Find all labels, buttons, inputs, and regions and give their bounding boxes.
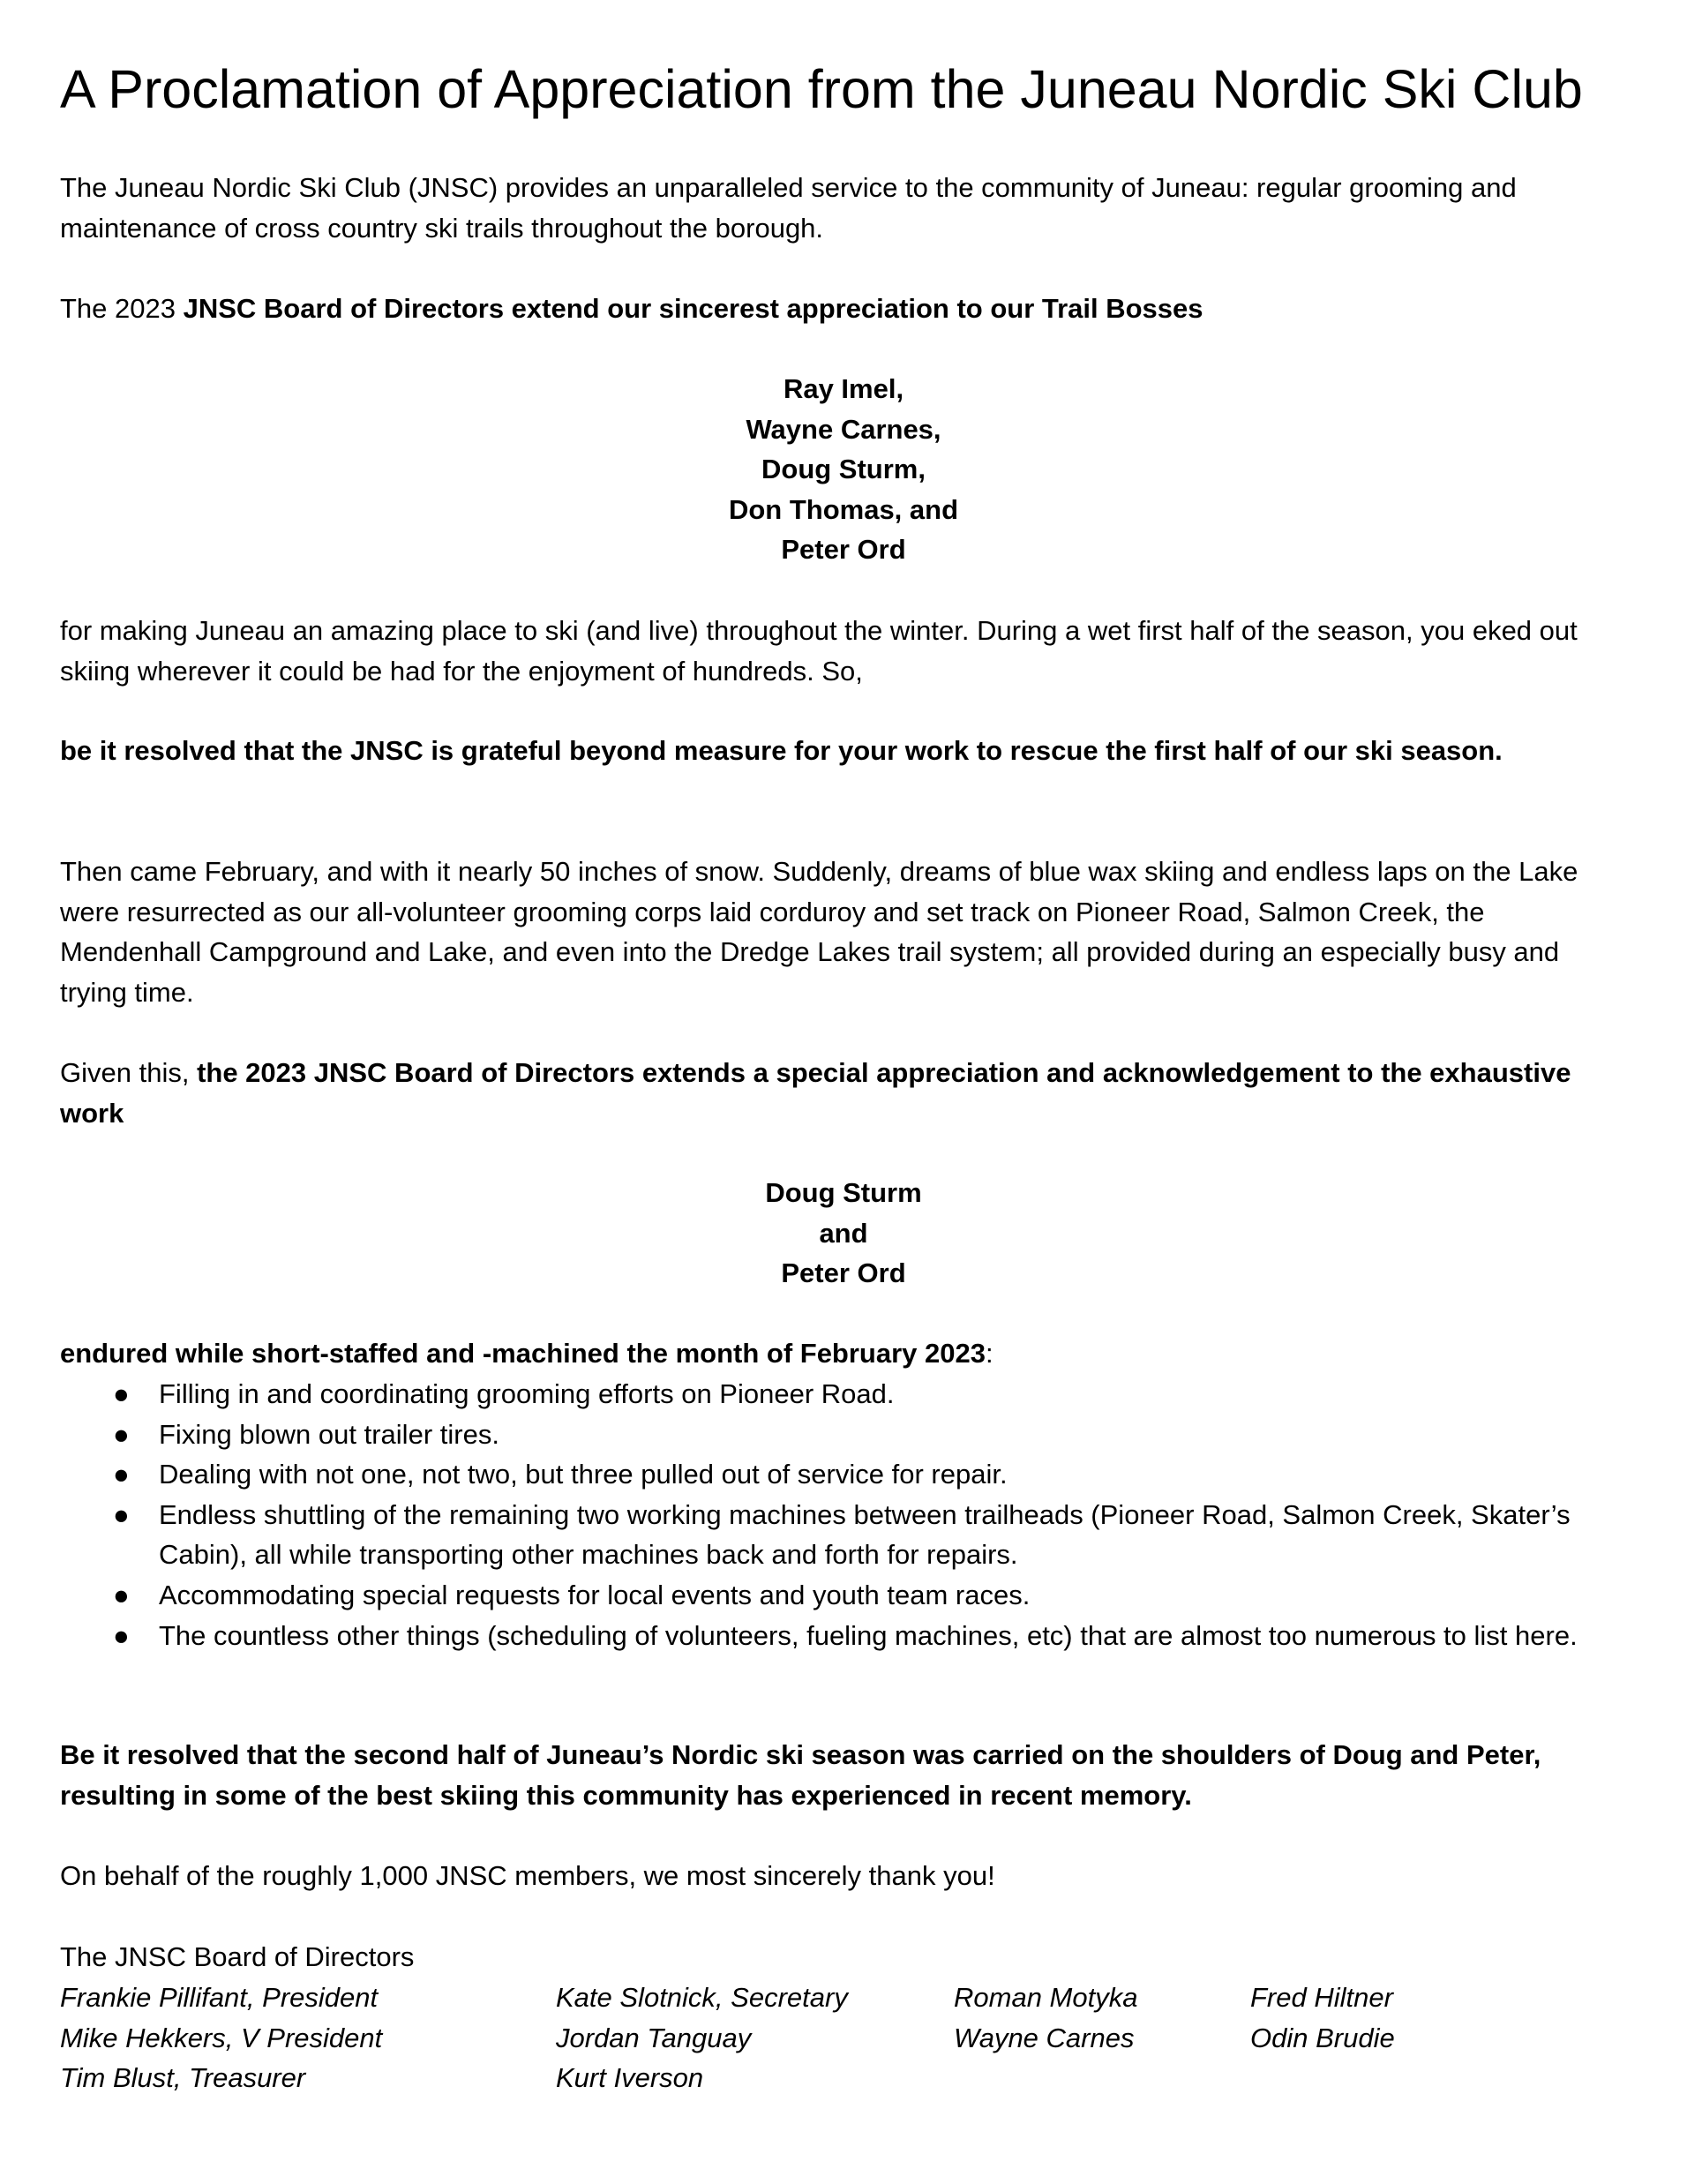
board-member: Roman Motyka	[954, 1982, 1138, 2013]
board-member: Fred Hiltner	[1250, 1982, 1393, 2013]
given-paragraph	[60, 1053, 1631, 1133]
bullet-list	[60, 1374, 1631, 1655]
board-column	[1250, 1978, 1395, 2058]
honoree-name: Doug Sturm	[765, 1177, 922, 1208]
bullet-icon: ●	[113, 1579, 130, 1610]
bullet-item	[60, 1616, 1631, 1656]
bullet-item	[60, 1415, 1631, 1455]
board-member: Kate Slotnick, Secretary	[556, 1982, 848, 2013]
bullet-item	[60, 1454, 1631, 1495]
given-prefix: Given this,	[60, 1057, 198, 1088]
bullet-icon: ●	[113, 1498, 130, 1530]
board-column	[60, 1978, 382, 2098]
bullet-item	[60, 1575, 1631, 1616]
bullet-text: Filling in and coordinating grooming efforts on Pioneer Road.	[159, 1378, 895, 1409]
bullet-text: Endless shuttling of the remaining two working machines between trailheads (Pioneer Road, Salmon Creek, Skater’s Cabin), all while transporting other machines back and forth for repairs.	[159, 1498, 1571, 1571]
endured-suffix: :	[986, 1338, 993, 1369]
trail-boss-name: Don Thomas, and	[728, 493, 959, 525]
thanks-paragraph: On behalf of the roughly 1,000 JNSC members, we most sincerely thank you!	[60, 1860, 995, 1891]
appreciation-bold: JNSC Board of Directors extend our sincerest appreciation to our Trail Bosses	[183, 293, 1203, 324]
board-member: Jordan Tanguay	[556, 2022, 752, 2053]
bullet-item	[60, 1374, 1631, 1415]
board-member: Mike Hekkers, V President	[60, 2022, 383, 2053]
bullet-icon: ●	[113, 1378, 130, 1409]
board-member: Wayne Carnes	[954, 2022, 1135, 2053]
board-member: Kurt Iverson	[556, 2062, 704, 2094]
bullet-icon: ●	[113, 1418, 130, 1450]
board-column	[556, 1978, 848, 2098]
february-paragraph: Then came February, and with it nearly 50 inches of snow. Suddenly, dreams of blue wax skiing and endless laps on the Lake were resurrected as our all-volunteer grooming corps laid corduroy and set track on Pioneer Road, Salmon Creek, the Mendenhall Campground and Lake, and even into the Dredge Lakes trail system; all provided during an especially busy and trying time.	[60, 856, 1578, 1008]
trail-boss-name: Doug Sturm,	[761, 454, 926, 485]
board-column	[954, 1978, 1137, 2058]
bullet-text: The countless other things (scheduling of volunteers, fueling machines, etc) that are almost too numerous to list here.	[159, 1619, 1578, 1651]
board-member: Tim Blust, Treasurer	[60, 2062, 306, 2094]
resolution-2: Be it resolved that the second half of Juneau’s Nordic ski season was carried on the shoulders of Doug and Peter, resulting in some of the best skiing this community has experienced in recent memory.	[60, 1739, 1541, 1811]
bullet-item	[60, 1495, 1631, 1575]
board-member: Odin Brudie	[1250, 2022, 1395, 2053]
page-title: A Proclamation of Appreciation from the Juneau Nordic Ski Club	[60, 59, 1583, 119]
honoree-name: Peter Ord	[781, 1257, 906, 1289]
endured-bold: endured while short-staffed and -machined the month of February 2023	[60, 1338, 986, 1369]
appreciation-paragraph	[60, 289, 1631, 329]
bullet-text: Fixing blown out trailer tires.	[159, 1418, 499, 1450]
first-half-paragraph: for making Juneau an amazing place to ski (and live) throughout the winter. During a wet first half of the season, you eked out skiing wherever it could be had for the enjoyment of hundreds. So,	[60, 615, 1578, 687]
bullet-text: Accommodating special requests for local events and youth team races.	[159, 1579, 1031, 1610]
intro-paragraph: The Juneau Nordic Ski Club (JNSC) provides an unparalleled service to the community of Juneau: regular grooming and maintenance of cross country ski trails throughout the borough.	[60, 172, 1517, 244]
bullet-icon: ●	[113, 1619, 130, 1651]
honoree-and: and	[819, 1217, 868, 1249]
bullet-icon: ●	[113, 1459, 130, 1490]
resolution-1: be it resolved that the JNSC is grateful beyond measure for your work to rescue the first half of our ski season.	[60, 735, 1503, 766]
board-member: Frankie Pillifant, President	[60, 1982, 379, 2013]
trail-boss-name: Ray Imel,	[783, 373, 904, 404]
trail-bosses-list	[60, 369, 1627, 570]
appreciation-prefix: The 2023	[60, 293, 184, 324]
bullet-text: Dealing with not one, not two, but three pulled out of service for repair.	[159, 1459, 1008, 1490]
board-heading: The JNSC Board of Directors	[60, 1941, 415, 1972]
trail-boss-name: Peter Ord	[781, 534, 906, 566]
given-bold: the 2023 JNSC Board of Directors extends a special appreciation and acknowledgement to the exhaustive work	[60, 1057, 1571, 1129]
endured-line	[60, 1333, 1631, 1374]
trail-boss-name: Wayne Carnes,	[746, 413, 941, 445]
honorees-list	[60, 1173, 1627, 1294]
